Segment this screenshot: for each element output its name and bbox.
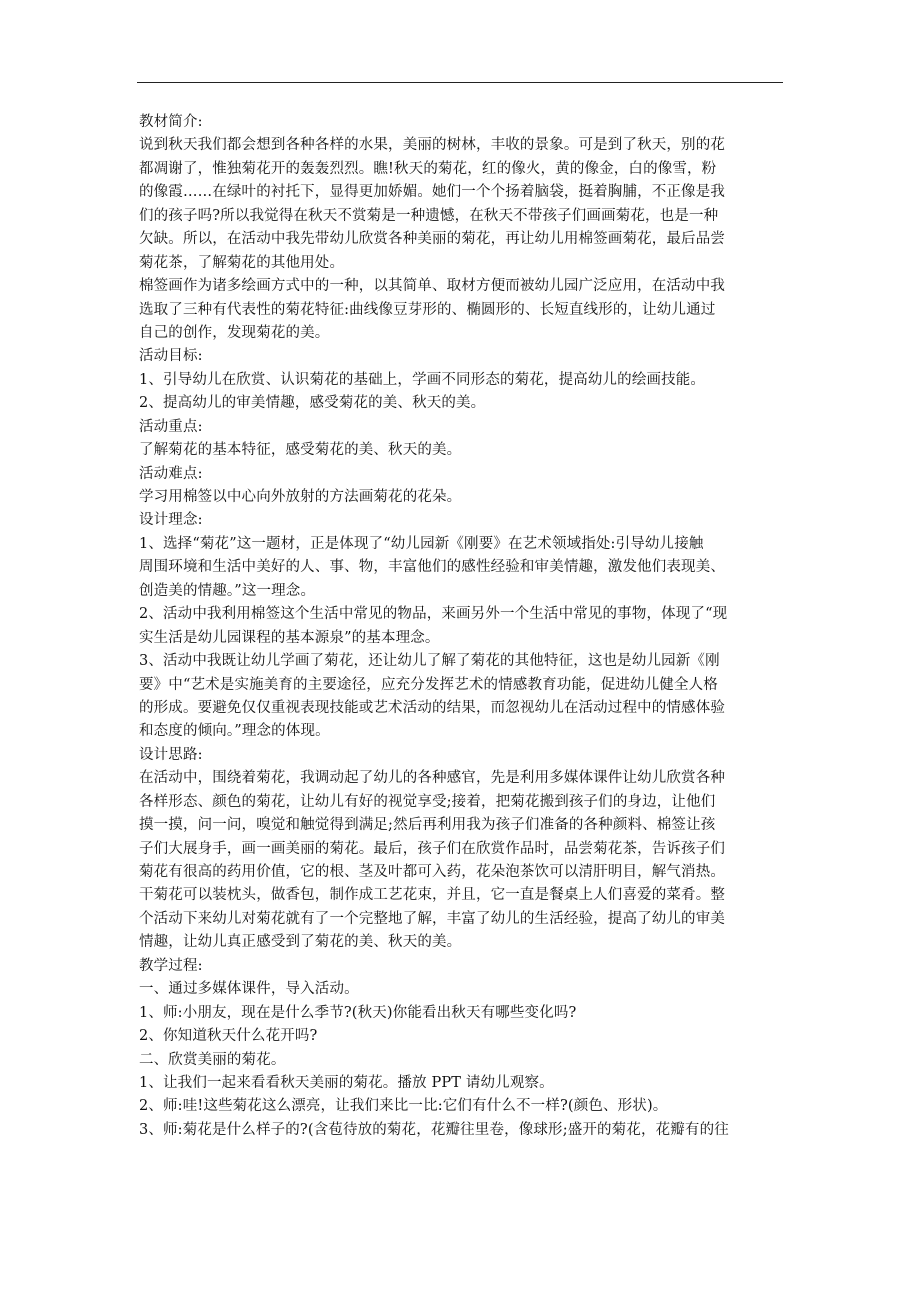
- text-line: 2、提高幼儿的审美情趣，感受菊花的美、秋天的美。: [139, 395, 486, 412]
- text-line: 3、活动中我既让幼儿学画了菊花，还让幼儿了解了菊花的其他特征，这也是幼儿园新《刚: [139, 653, 720, 670]
- text-line: 了解菊花的基本特征，感受菊花的美、秋天的美。: [139, 442, 462, 459]
- text-line: 摸一摸，问一问，嗅觉和触觉得到满足;然后再利用我为孩子们准备的各种颜料、棉签让孩: [139, 817, 716, 834]
- text-line: 设计理念:: [139, 512, 203, 529]
- text-line: 2、你知道秋天什么花开吗?: [139, 1028, 318, 1045]
- text-line: 要》中“艺术是实施美育的主要途径，应充分发挥艺术的情感教育功能，促进幼儿健全人格: [139, 676, 718, 693]
- text-line: 周围环境和生活中美好的人、事、物，丰富他们的感性经验和审美情趣，激发他们表现美、: [139, 559, 725, 576]
- text-line: 活动重点:: [139, 418, 203, 435]
- header-rule: [137, 82, 783, 83]
- text-line: 说到秋天我们都会想到各种各样的水果，美丽的树林，丰收的景象。可是到了秋天，别的花: [139, 137, 725, 154]
- text-line: 1、引导幼儿在欣赏、认识菊花的基础上，学画不同形态的菊花，提高幼儿的绘画技能。: [139, 371, 706, 388]
- text-line: 二、欣赏美丽的菊花。: [139, 1051, 286, 1068]
- text-line: 3、师:菊花是什么样子的?(含苞待放的菊花，花瓣往里卷，像球形;盛开的菊花，花瓣有的往: [139, 1121, 729, 1138]
- text-line: 2、师:哇!这些菊花这么漂亮，让我们来比一比:它们有什么不一样?(颜色、形状)。: [139, 1098, 668, 1115]
- text-line: 教学过程:: [139, 957, 203, 974]
- text-line: 2、活动中我利用棉签这个生活中常见的物品，来画另外一个生活中常见的事物，体现了“现: [139, 606, 728, 623]
- text-line: 自己的创作，发现菊花的美。: [139, 324, 330, 341]
- text-line: 欠缺。所以，在活动中我先带幼儿欣赏各种美丽的菊花，再让幼儿用棉签画菊花，最后品尝: [139, 231, 725, 248]
- text-line: 在活动中，围绕着菊花，我调动起了幼儿的各种感官，先是利用多媒体课件让幼儿欣赏各种: [139, 770, 725, 787]
- text-line: 设计思路:: [139, 746, 203, 763]
- text-line: 活动难点:: [139, 465, 203, 482]
- text-line: 和态度的倾向。”理念的体现。: [139, 723, 330, 740]
- text-line: 学习用棉签以中心向外放射的方法画菊花的花朵。: [139, 489, 462, 505]
- text-line: 实生活是幼儿园课程的基本源泉”的基本理念。: [139, 629, 440, 646]
- text-line: 创造美的情趣。”这一理念。: [139, 582, 316, 599]
- text-line: 棉签画作为诸多绘画方式中的一种，以其简单、取材方便而被幼儿园广泛应用，在活动中我: [139, 278, 725, 295]
- text-line: 选取了三种有代表性的菊花特征:曲线像豆芽形的、椭圆形的、长短直线形的，让幼儿通过: [139, 301, 716, 318]
- text-line: 1、让我们一起来看看秋天美丽的菊花。播放 PPT 请幼儿观察。: [139, 1074, 554, 1091]
- document-body: [139, 111, 787, 1142]
- text-line: 的形成。要避免仅仅重视表现技能或艺术活动的结果，而忽视幼儿在活动过程中的情感体验: [139, 699, 725, 716]
- text-line: 菊花有很高的药用价值，它的根、茎及叶都可入药，花朵泡茶饮可以清肝明目，解气消热。: [139, 864, 725, 880]
- text-line: 情趣，让幼儿真正感受到了菊花的美、秋天的美。: [139, 934, 462, 951]
- text-line: 们的孩子吗?所以我觉得在秋天不赏菊是一种遗憾，在秋天不带孩子们画画菊花，也是一种: [139, 207, 719, 224]
- text-line: 菊花茶，了解菊花的其他用处。: [139, 254, 345, 271]
- text-line: 的像霞……在绿叶的衬托下，显得更加娇媚。她们一个个扬着脑袋，挺着胸脯，不正像是我: [139, 184, 725, 201]
- text-line: 一、通过多媒体课件，导入活动。: [139, 981, 359, 998]
- text-line: 1、选择“菊花”这一题材，正是体现了“幼儿园新《刚要》在艺术领域指处:引导幼儿接触: [139, 535, 704, 552]
- text-line: 各样形态、颜色的菊花，让幼儿有好的视觉享受;接着，把菊花搬到孩子们的身边，让他们: [139, 793, 716, 810]
- text-line: 教材简介:: [139, 114, 203, 130]
- text-line: 1、师:小朋友，现在是什么季节?(秋天)你能看出秋天有哪些变化吗?: [139, 1004, 577, 1021]
- text-line: 个活动下来幼儿对菊花就有了一个完整地了解，丰富了幼儿的生活经验，提高了幼儿的审美: [139, 910, 725, 927]
- text-line: 干菊花可以装枕头，做香包，制作成工艺花束，并且，它一直是餐桌上人们喜爱的菜肴。整: [139, 887, 725, 904]
- text-line: 活动目标:: [139, 348, 203, 365]
- text-line: 都凋谢了，惟独菊花开的轰轰烈烈。瞧!秋天的菊花，红的像火，黄的像金，白的像雪，粉: [139, 160, 717, 177]
- text-line: 子们大展身手，画一画美丽的菊花。最后，孩子们在欣赏作品时，品尝菊花茶，告诉孩子们: [139, 840, 725, 857]
